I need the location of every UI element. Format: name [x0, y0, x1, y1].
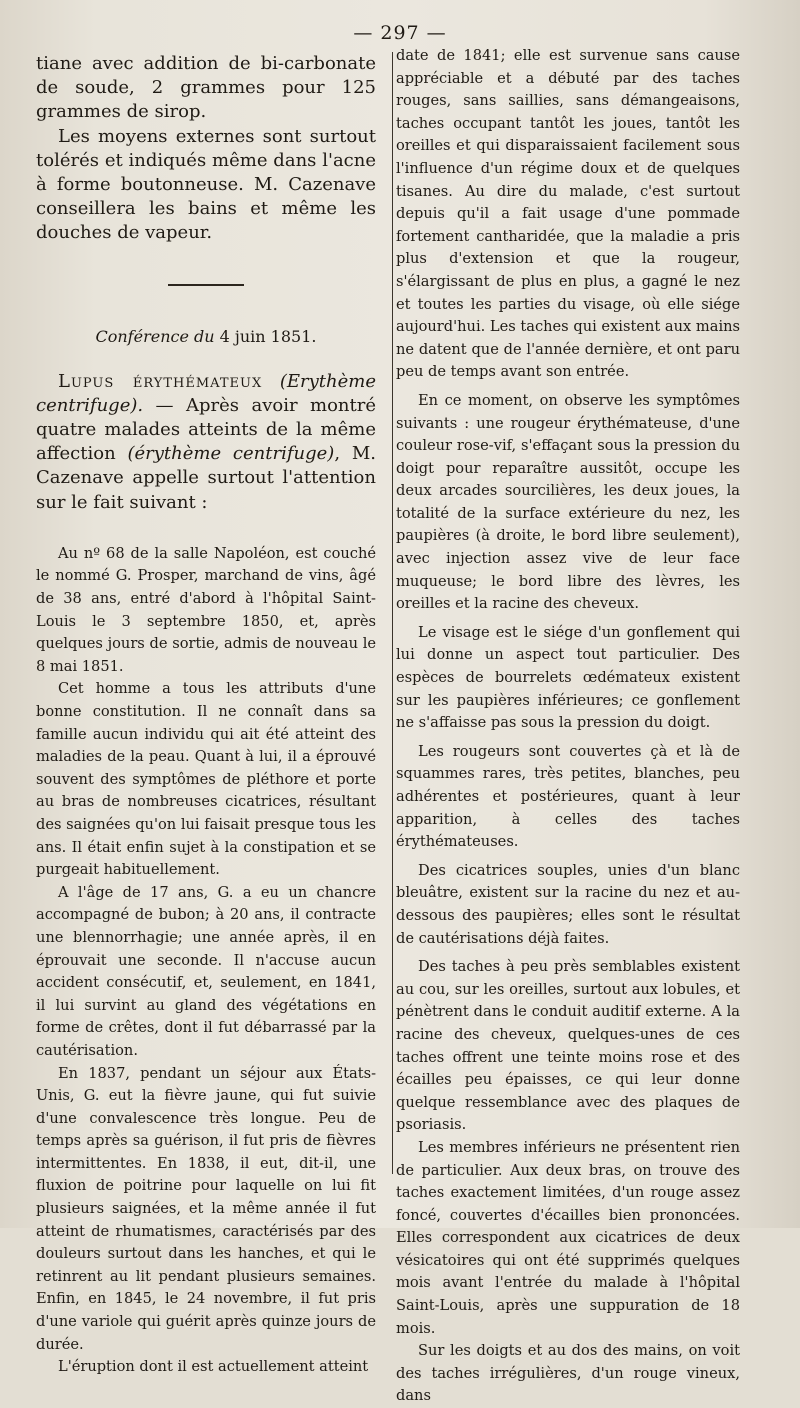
section-separator — [168, 284, 244, 286]
paragraph: Les moyens externes sont surtout tolérés et indiqués même dans l'acne à forme boutonneuse. M. Cazenave conseillera les bains et même les douches de vapeur. — [36, 125, 376, 244]
paragraph: Les membres inférieurs ne présentent rien de particulier. Aux deux bras, on trouve des taches exactement limitées, d'un rouge assez foncé, couvertes d'écailles bien prononcées. Elles correspondent aux cicatrices de deux vésicatoires qui ont été supprimés quelques mois avant l'entrée du malade à l'hôpital Saint-Louis, après une suppuration de 18 mois. — [396, 1138, 740, 1337]
paragraph: A l'âge de 17 ans, G. a eu un chancre accompagné de bubon; à 20 ans, il contracte une blennorrhagie; une année après, il en éprouvait une seconde. Il n'accuse aucun accident consécutif, et, seulement, en 1841, il lui survint au gland des végétations en forme de crêtes, dont il fut débarrassé par la cautérisation. — [36, 883, 376, 1059]
paragraph: Au nº 68 de la salle Napoléon, est couché le nommé G. Prosper, marchand de vins, âgé de 38 ans, entré d'abord à l'hôpital Saint-Louis le 3 septembre 1850, et, après quelques jours de sortie, admis de nouveau le 8 mai 1851. — [36, 544, 376, 675]
paragraph: En 1837, pendant un séjour aux États-Unis, G. eut la fièvre jaune, qui fut suivie d'une convalescence très longue. Peu de temps après sa guérison, il fut pris de fièvres intermittentes. En 1838, il eut, dit-il, une fluxion de poitrine pour laquelle on lui fit plusieurs saignées, et la même année il fut atteint de rhumatismes, caractérisés par des douleurs surtout dans les hanches, et qui le retinrent au lit pendant plusieurs semaines. Enfin, en 1845, le 24 novembre, il fut pris d'une variole qui guérit après quinze jours de durée. — [36, 1064, 376, 1353]
text-run: — Après avoir montré quatre malades atteints de la même affection — [36, 394, 376, 465]
right-column — [396, 45, 740, 1408]
paragraph: Des cicatrices souples, unies d'un blanc bleuâtre, existent sur la racine du nez et au-dessous des paupières; elles sont le résultat de cautérisations déjà faites. — [396, 861, 740, 947]
paragraph: date de 1841; elle est survenue sans cause appréciable et a débuté par des taches rouges, sans saillies, sans démangeaisons, taches occupant tantôt les joues, tantôt les oreilles et qui disparaissaient facilement sous l'influence d'un régime doux et de quelques tisanes. Au dire du malade, c'est surtout depuis qu'il a fait usage d'une pommade fortement cantharidée, que la maladie a pris plus d'extension et que la rougeur, s'élargissant de plus en plus, a gagné le nez et toutes les parties du visage, où elle siége aujourd'hui. Les taches qui existent aux mains ne datent que de l'année dernière, et ont paru peu de temps avant son entrée. — [396, 47, 740, 381]
paragraph: Des taches à peu près semblables existent au cou, sur les oreilles, surtout aux lobules, et pénètrent dans le conduit auditif externe. A la racine des cheveux, quelques-unes de ces taches offrent une teinte moins rose et des écailles peu épaisses, ce qui leur donne quelque ressemblance avec des plaques de psoriasis. — [396, 958, 740, 1134]
conference-heading — [36, 326, 376, 348]
column-divider — [392, 52, 393, 1174]
latin-term: (érythème centrifuge) — [127, 443, 335, 465]
latin-term: (Erythème centrifuge). — [36, 370, 376, 416]
conference-label: Conférence du — [95, 326, 220, 346]
paragraph: Cet homme a tous les attributs d'une bonne constitution. Il ne connaît dans sa famille aucun individu qui ait été atteint des maladies de la peau. Quant à lui, il a éprouvé souvent des symptômes de pléthore et porte au bras de nombreuses cicatrices, résultant des saignées qu'on lui faisait presque tous les ans. Il était enfin sujet à la constipation et se purgeait habituellement. — [36, 680, 376, 879]
paragraph: En ce moment, on observe les symptômes suivants : une rougeur érythémateuse, d'une couleur rose-vif, s'effaçant sous la pression du doigt pour reparaître aussitôt, occupe les deux arcades sourcilières, les deux joues, la totalité de la surface extérieure du nez, les paupières (à droite, le bord libre seulement), avec injection assez vive de leur face muqueuse; le bord libre des lèvres, les oreilles et la racine des cheveux. — [396, 391, 740, 613]
paragraph: Sur les doigts et au dos des mains, on voit des taches irrégulières, d'un rouge vineux, dans — [396, 1342, 740, 1405]
paragraph: Les rougeurs sont couvertes çà et là de squammes rares, très petites, blanches, peu adhérentes et postérieures, quant à leur apparition, à celles des taches érythémateuses. — [396, 742, 740, 851]
page-number: — 297 — — [353, 22, 447, 44]
conference-date: 4 juin 1851. — [219, 326, 317, 346]
left-column — [36, 52, 376, 1379]
text-run: , M. Cazenave appelle surtout l'attention sur le fait suivant : — [36, 443, 376, 513]
section-title: Lupus érythémateux — [58, 370, 263, 392]
paragraph: tiane avec addition de bi-carbonate de soude, 2 grammes pour 125 grammes de sirop. — [36, 53, 376, 123]
section-title-paragraph — [36, 370, 376, 515]
paragraph: L'éruption dont il est actuellement atteint — [58, 1358, 369, 1376]
paragraph: Le visage est le siége d'un gonflement qui lui donne un aspect tout particulier. Des espèces de bourrelets œdémateux existent sur les paupières inférieures; ce gonflement ne s'affaisse pas sous la pression du doigt. — [396, 623, 740, 732]
